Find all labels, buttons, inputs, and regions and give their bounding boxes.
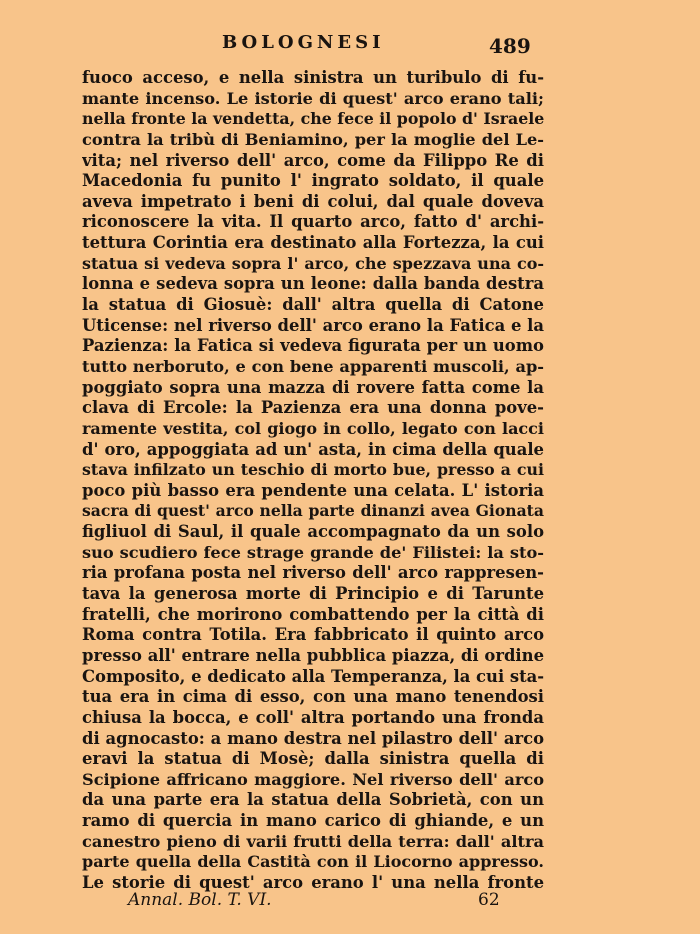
text-line: contra la tribù di Beniamino, per la moglie del Le- xyxy=(82,129,544,149)
text-line: statua si vedeva sopra l' arco, che spezzava una co- xyxy=(82,253,544,273)
text-line: chiusa la bocca, e coll' altra portando una fronda xyxy=(82,707,544,727)
text-line: suo scudiero fece strage grande de' Filistei: la sto- xyxy=(82,542,544,562)
text-line: d' oro, appoggiata ad un' asta, in cima della quale xyxy=(82,439,544,459)
text-line: fuoco acceso, e nella sinistra un turibulo di fu- xyxy=(82,68,544,87)
text-line: stava infilzato un teschio di morto bue, presso a cui xyxy=(82,460,544,480)
page-footer xyxy=(0,890,700,914)
text-line: riconoscere la vita. Il quarto arco, fatto d' archi- xyxy=(82,212,544,232)
text-line: vita; nel riverso dell' arco, come da Filippo Re di xyxy=(82,150,544,170)
text-line: poggiato sopra una mazza di rovere fatta come la xyxy=(82,377,544,397)
text-line: da una parte era la statua della Sobrietà, con un xyxy=(82,790,544,810)
text-line: ramo di quercia in mano carico di ghiande, e un xyxy=(82,811,544,831)
text-line: aveva impetrato i beni di colui, dal quale doveva xyxy=(82,191,544,211)
body-text xyxy=(82,68,544,894)
text-line: tettura Corintia era destinato alla Fortezza, la cui xyxy=(82,233,544,253)
signature-line: Annal. Bol. T. VI. xyxy=(128,890,272,910)
text-line: presso all' entrare nella pubblica piazza, di ordine xyxy=(82,645,544,665)
text-line: Uticense: nel riverso dell' arco erano la Fatica e la xyxy=(82,315,544,335)
text-line: Composito, e dedicato alla Temperanza, la cui sta- xyxy=(82,666,544,686)
text-line: parte quella della Castità con il Liocorno appresso. xyxy=(82,852,544,872)
text-line: figliuol di Saul, il quale accompagnato da un solo xyxy=(82,522,544,542)
text-line: nella fronte la vendetta, che fece il popolo d' Israele xyxy=(82,109,544,129)
text-line: Macedonia fu punito l' ingrato soldato, il quale xyxy=(82,171,544,191)
text-line: Le storie di quest' arco erano l' una nella fronte xyxy=(82,872,544,892)
signature-mark: 62 xyxy=(478,890,500,910)
text-line: Pazienza: la Fatica si vedeva figurata per un uomo xyxy=(82,336,544,356)
text-line: di agnocasto: a mano destra nel pilastro dell' arco xyxy=(82,728,544,748)
text-line: poco più basso era pendente una celata. L' istoria xyxy=(82,480,544,500)
running-head xyxy=(0,32,700,58)
text-line: mante incenso. Le istorie di quest' arco erano tali; xyxy=(82,88,544,108)
text-line: clava di Ercole: la Pazienza era una donna pove- xyxy=(82,398,544,418)
text-line: eravi la statua di Mosè; dalla sinistra quella di xyxy=(82,749,544,769)
text-line: sacra di quest' arco nella parte dinanzi avea Gionata xyxy=(82,501,544,521)
text-line: canestro pieno di varii frutti della terra: dall' altra xyxy=(82,831,544,851)
text-line: tua era in cima di esso, con una mano tenendosi xyxy=(82,687,544,707)
text-line: la statua di Giosuè: dall' altra quella di Catone xyxy=(82,295,544,315)
text-line: ria profana posta nel riverso dell' arco rappresen- xyxy=(82,563,544,583)
text-line: tutto nerboruto, e con bene apparenti muscoli, ap- xyxy=(82,356,544,376)
text-line: lonna e sedeva sopra un leone: dalla banda destra xyxy=(82,274,544,294)
page-number: 489 xyxy=(489,34,531,58)
text-line: ramente vestita, col giogo in collo, legato con lacci xyxy=(82,418,544,438)
text-line: fratelli, che morirono combattendo per la città di xyxy=(82,604,544,624)
text-line: Scipione affricano maggiore. Nel riverso dell' arco xyxy=(82,769,544,789)
text-line: Roma contra Totila. Era fabbricato il quinto arco xyxy=(82,625,544,645)
text-line: tava la generosa morte di Principio e di Tarunte xyxy=(82,584,544,604)
running-title: BOLOGNESI xyxy=(222,32,385,53)
